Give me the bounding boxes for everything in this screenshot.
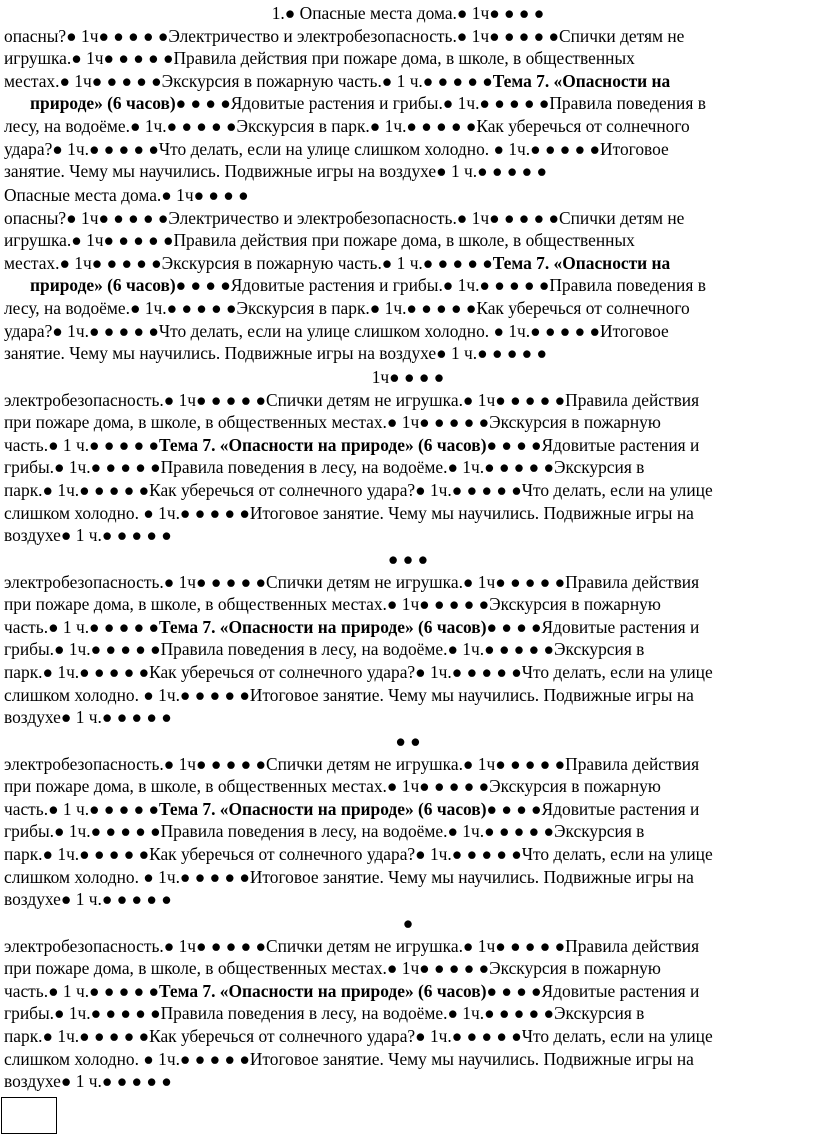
text-line bbox=[4, 638, 812, 661]
text-segment: при пожаре дома, в школе, в общественных местах.● 1ч● ● ● ● ●Экскурсия в пожарную bbox=[4, 776, 661, 797]
text-line bbox=[0, 548, 816, 571]
text-line bbox=[4, 843, 812, 866]
text-line bbox=[30, 274, 816, 297]
text-segment: электробезопасность.● 1ч● ● ● ● ●Спички детям не игрушка.● 1ч● ● ● ● ●Правила действия bbox=[4, 389, 700, 410]
text-line bbox=[30, 92, 816, 115]
bold-heading-text: Тема 7. «Опасности на природе» (6 часов) bbox=[158, 798, 487, 819]
text-line bbox=[4, 342, 812, 365]
text-segment: ● bbox=[402, 913, 414, 933]
text-line bbox=[0, 366, 816, 389]
text-segment: удара?● 1ч.● ● ● ● ●Что делать, если на улице слишком холодно. ● 1ч.● ● ● ● ●Итоговое bbox=[4, 138, 669, 159]
text-segment: местах.● 1ч● ● ● ● ●Экскурсия в пожарную часть.● 1 ч.● ● ● ● ● bbox=[4, 70, 493, 91]
text-line bbox=[4, 524, 812, 547]
bold-heading-text: природе» (6 часов) bbox=[30, 275, 176, 296]
text-segment: воздухе● 1 ч.● ● ● ● ● bbox=[4, 1071, 172, 1092]
text-line bbox=[4, 1025, 812, 1048]
text-segment: занятие. Чему мы научились. Подвижные игры на воздухе● 1 ч.● ● ● ● ● bbox=[4, 343, 548, 364]
bold-heading-text: природе» (6 часов) bbox=[30, 93, 176, 114]
text-line bbox=[4, 753, 812, 776]
text-segment: 1ч● ● ● ● bbox=[371, 367, 445, 387]
text-segment: электробезопасность.● 1ч● ● ● ● ●Спички детям не игрушка.● 1ч● ● ● ● ●Правила действия bbox=[4, 935, 700, 956]
text-line bbox=[0, 912, 816, 935]
text-line bbox=[4, 798, 812, 821]
text-segment: слишком холодно. ● 1ч.● ● ● ● ●Итоговое занятие. Чему мы научились. Подвижные игры на bbox=[4, 684, 694, 705]
text-line bbox=[4, 184, 812, 207]
text-segment: ● ● ● ●Ядовитые растения и bbox=[486, 980, 700, 1001]
text-segment: игрушка.● 1ч● ● ● ● ●Правила действия при пожаре дома, в школе, в общественных bbox=[4, 48, 635, 69]
text-segment: парк.● 1ч.● ● ● ● ●Как уберечься от солнечного удара?● 1ч.● ● ● ● ●Что делать, если на улице bbox=[4, 844, 713, 864]
text-segment: воздухе● 1 ч.● ● ● ● ● bbox=[4, 707, 172, 728]
text-line bbox=[4, 229, 812, 252]
text-line bbox=[4, 479, 812, 502]
text-line bbox=[4, 25, 812, 48]
text-line bbox=[4, 888, 812, 911]
text-segment: 1.● Опасные места дома.● 1ч● ● ● ● bbox=[271, 3, 545, 23]
text-line bbox=[4, 320, 812, 343]
text-line bbox=[0, 2, 816, 25]
text-segment: лесу, на водоёме.● 1ч.● ● ● ● ●Экскурсия в парк.● 1ч.● ● ● ● ●Как уберечься от солнечного bbox=[4, 116, 690, 136]
text-segment: слишком холодно. ● 1ч.● ● ● ● ●Итоговое занятие. Чему мы научились. Подвижные игры на bbox=[4, 1048, 694, 1069]
text-line bbox=[4, 866, 812, 889]
text-line bbox=[4, 138, 812, 161]
text-segment: удара?● 1ч.● ● ● ● ●Что делать, если на улице слишком холодно. ● 1ч.● ● ● ● ●Итоговое bbox=[4, 320, 669, 341]
text-segment: воздухе● 1 ч.● ● ● ● ● bbox=[4, 889, 172, 910]
text-line bbox=[4, 456, 812, 479]
text-line bbox=[4, 297, 812, 320]
text-segment: часть.● 1 ч.● ● ● ● ● bbox=[4, 980, 159, 1001]
bold-heading-text: Тема 7. «Опасности на природе» (6 часов) bbox=[158, 434, 487, 455]
text-segment: грибы.● 1ч.● ● ● ● ●Правила поведения в лесу, на водоёме.● 1ч.● ● ● ● ●Экскурсия в bbox=[4, 457, 645, 478]
text-segment: ● ● ● ●Ядовитые растения и bbox=[486, 798, 700, 819]
text-segment: ● ● ● ●Ядовитые растения и грибы.● 1ч.● ● ● ● ●Правила поведения в bbox=[175, 275, 706, 296]
text-segment: опасны?● 1ч● ● ● ● ●Электричество и электробезопасность.● 1ч● ● ● ● ●Спички детям не bbox=[4, 25, 685, 46]
text-line bbox=[4, 616, 812, 639]
text-segment: ● ● bbox=[395, 731, 421, 751]
text-segment: лесу, на водоёме.● 1ч.● ● ● ● ●Экскурсия в парк.● 1ч.● ● ● ● ●Как уберечься от солнечного bbox=[4, 298, 690, 318]
text-line bbox=[4, 775, 812, 798]
text-segment: игрушка.● 1ч● ● ● ● ●Правила действия при пожаре дома, в школе, в общественных bbox=[4, 230, 635, 251]
text-segment: местах.● 1ч● ● ● ● ●Экскурсия в пожарную часть.● 1 ч.● ● ● ● ● bbox=[4, 252, 493, 273]
text-line bbox=[4, 70, 812, 93]
text-segment: воздухе● 1 ч.● ● ● ● ● bbox=[4, 525, 172, 546]
text-segment: слишком холодно. ● 1ч.● ● ● ● ●Итоговое занятие. Чему мы научились. Подвижные игры на bbox=[4, 502, 694, 523]
text-segment: парк.● 1ч.● ● ● ● ●Как уберечься от солнечного удара?● 1ч.● ● ● ● ●Что делать, если на улице bbox=[4, 1026, 713, 1046]
bold-heading-text: Тема 7. «Опасности на bbox=[492, 70, 671, 91]
text-line bbox=[4, 957, 812, 980]
text-segment: парк.● 1ч.● ● ● ● ●Как уберечься от солнечного удара?● 1ч.● ● ● ● ●Что делать, если на улице bbox=[4, 480, 713, 500]
text-line bbox=[4, 160, 812, 183]
text-line bbox=[4, 593, 812, 616]
text-line bbox=[4, 935, 812, 958]
text-line bbox=[4, 115, 812, 138]
text-line bbox=[4, 661, 812, 684]
text-segment: часть.● 1 ч.● ● ● ● ● bbox=[4, 616, 159, 637]
text-line bbox=[4, 1048, 812, 1071]
text-line bbox=[4, 1070, 812, 1093]
text-segment: грибы.● 1ч.● ● ● ● ●Правила поведения в лесу, на водоёме.● 1ч.● ● ● ● ●Экскурсия в bbox=[4, 821, 645, 842]
text-line bbox=[0, 730, 816, 753]
text-segment: слишком холодно. ● 1ч.● ● ● ● ●Итоговое занятие. Чему мы научились. Подвижные игры на bbox=[4, 866, 694, 887]
text-line bbox=[4, 820, 812, 843]
text-segment: грибы.● 1ч.● ● ● ● ●Правила поведения в лесу, на водоёме.● 1ч.● ● ● ● ●Экскурсия в bbox=[4, 1003, 645, 1024]
text-line bbox=[4, 684, 812, 707]
text-segment: ● ● ● ●Ядовитые растения и bbox=[486, 434, 700, 455]
text-segment: парк.● 1ч.● ● ● ● ●Как уберечься от солнечного удара?● 1ч.● ● ● ● ●Что делать, если на улице bbox=[4, 662, 713, 682]
text-line bbox=[4, 389, 812, 412]
empty-box bbox=[1, 1097, 57, 1134]
text-line bbox=[4, 434, 812, 457]
bold-heading-text: Тема 7. «Опасности на bbox=[492, 252, 671, 273]
text-segment: при пожаре дома, в школе, в общественных местах.● 1ч● ● ● ● ●Экскурсия в пожарную bbox=[4, 412, 661, 433]
text-line bbox=[4, 1002, 812, 1025]
text-line bbox=[4, 706, 812, 729]
text-segment: ● ● ● bbox=[387, 549, 429, 569]
text-line bbox=[4, 252, 812, 275]
text-segment: при пожаре дома, в школе, в общественных местах.● 1ч● ● ● ● ●Экскурсия в пожарную bbox=[4, 594, 661, 615]
text-segment: часть.● 1 ч.● ● ● ● ● bbox=[4, 434, 159, 455]
text-segment: ● ● ● ●Ядовитые растения и bbox=[486, 616, 700, 637]
text-segment: Опасные места дома.● 1ч● ● ● ● bbox=[4, 185, 249, 205]
text-line bbox=[4, 47, 812, 70]
bold-heading-text: Тема 7. «Опасности на природе» (6 часов) bbox=[158, 980, 487, 1001]
text-line bbox=[4, 207, 812, 230]
text-line bbox=[4, 980, 812, 1003]
text-segment: опасны?● 1ч● ● ● ● ●Электричество и электробезопасность.● 1ч● ● ● ● ●Спички детям не bbox=[4, 207, 685, 228]
text-segment: ● ● ● ●Ядовитые растения и грибы.● 1ч.● ● ● ● ●Правила поведения в bbox=[175, 93, 706, 114]
text-segment: занятие. Чему мы научились. Подвижные игры на воздухе● 1 ч.● ● ● ● ● bbox=[4, 161, 548, 182]
text-segment: грибы.● 1ч.● ● ● ● ●Правила поведения в лесу, на водоёме.● 1ч.● ● ● ● ●Экскурсия в bbox=[4, 639, 645, 660]
text-segment: при пожаре дома, в школе, в общественных местах.● 1ч● ● ● ● ●Экскурсия в пожарную bbox=[4, 958, 661, 979]
text-line bbox=[4, 502, 812, 525]
bold-heading-text: Тема 7. «Опасности на природе» (6 часов) bbox=[158, 616, 487, 637]
text-line bbox=[4, 411, 812, 434]
text-line bbox=[4, 571, 812, 594]
text-segment: электробезопасность.● 1ч● ● ● ● ●Спички детям не игрушка.● 1ч● ● ● ● ●Правила действия bbox=[4, 571, 700, 592]
text-segment: часть.● 1 ч.● ● ● ● ● bbox=[4, 798, 159, 819]
text-segment: электробезопасность.● 1ч● ● ● ● ●Спички детям не игрушка.● 1ч● ● ● ● ●Правила действия bbox=[4, 753, 700, 774]
